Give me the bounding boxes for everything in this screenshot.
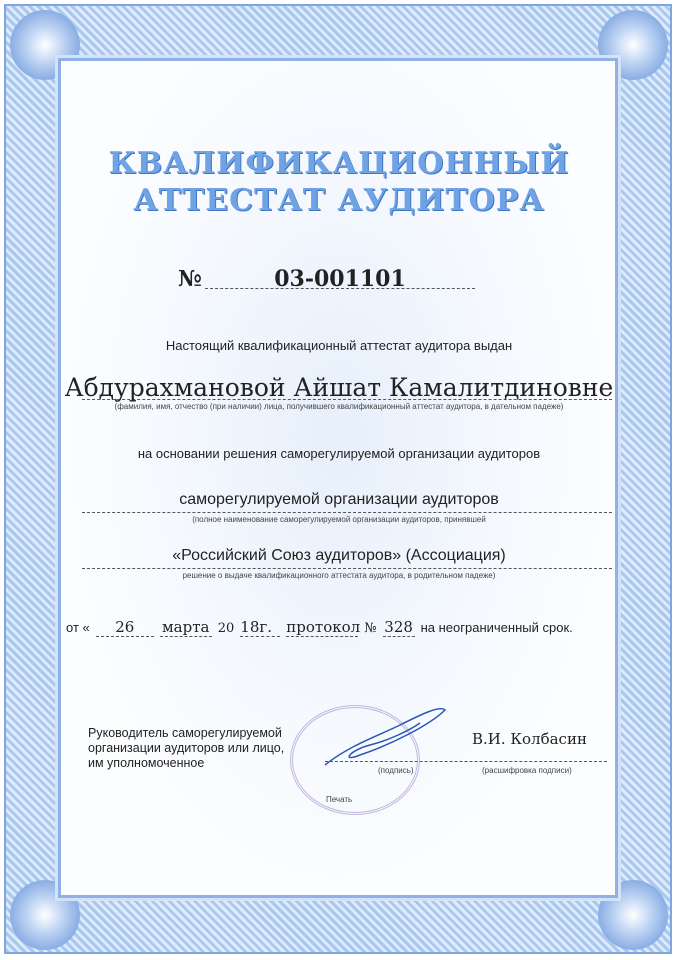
signatory-role xyxy=(88,726,284,771)
org-caption1: (полное наименование саморегулируемой организации аудиторов, принявшей xyxy=(192,515,486,524)
protocol-label: протокол xyxy=(286,618,361,636)
org-line1 xyxy=(82,512,612,513)
title-line2: АТТЕСТАТ АУДИТОРА xyxy=(133,183,545,218)
decision-date-row xyxy=(66,618,573,637)
role-line: им уполномоченное xyxy=(88,756,205,770)
basis-text: на основании решения саморегулируемой организации аудиторов xyxy=(137,446,541,461)
title-line1: КВАЛИФИКАЦИОННЫЙ xyxy=(108,146,570,181)
org-caption2: решение о выдаче квалификационного аттестата аудитора, в родительном падеже) xyxy=(182,571,496,580)
name-caption: (расшифровка подписи) xyxy=(482,766,572,775)
year: 18г. xyxy=(240,618,280,637)
signature-line xyxy=(325,761,607,762)
certificate-number: 03-001101 xyxy=(274,266,406,292)
recipient-caption: (фамилия, имя, отчество (при наличии) лица, получившего квалификационный аттестат аудитора, в дательном падеже) xyxy=(114,402,564,411)
org-line2 xyxy=(82,568,612,569)
signature-caption: (подпись) xyxy=(378,766,414,775)
number-sign: № xyxy=(364,621,377,636)
seal-label: Печать xyxy=(326,795,353,804)
intro-text: Настоящий квалификационный аттестат аудитора выдан xyxy=(165,338,513,353)
role-line: Руководитель саморегулируемой xyxy=(88,726,282,740)
role-line: организации аудиторов или лицо, xyxy=(88,741,285,755)
number-sign: № xyxy=(178,266,202,292)
signature xyxy=(320,705,450,775)
term-text: на неограниченный срок. xyxy=(420,620,573,635)
org-name-line1: саморегулируемой организации аудиторов xyxy=(179,491,499,508)
protocol-number: 328 xyxy=(384,618,413,636)
signatory-name: В.И. Колбасин xyxy=(472,730,587,748)
org-name-line2: «Российский Союз аудиторов» (Ассоциация) xyxy=(172,547,506,564)
month: марта xyxy=(160,618,212,637)
day: 26 xyxy=(96,618,154,637)
recipient-name: Абдурахмановой Айшат Камалитдиновне xyxy=(64,373,614,402)
from-label: от « xyxy=(66,620,90,635)
century: 20 xyxy=(217,621,235,636)
